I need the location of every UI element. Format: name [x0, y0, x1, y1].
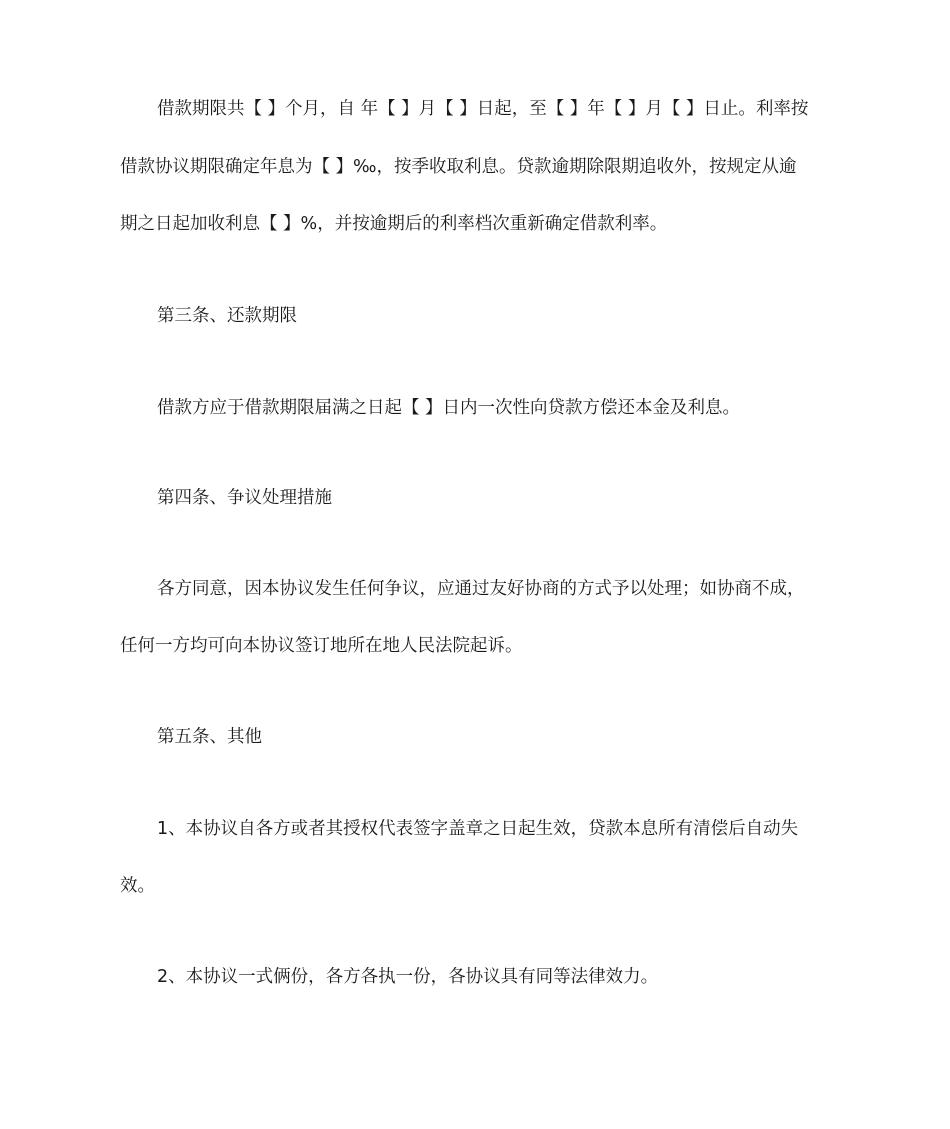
article-3-text: 借款方应于借款期限届满之日起【 】日内一次性向贷款方偿还本金及利息。	[157, 398, 741, 418]
loan-term-line-1: 借款期限共【 】个月，自 年【 】月【 】日起，至【 】年【 】月【 】日止。利率按	[157, 99, 809, 119]
loan-term-line-3: 期之日起加收利息【 】%，并按逾期后的利率档次重新确定借款利率。	[120, 214, 668, 234]
article-4-heading: 第四条、争议处理措施	[157, 488, 332, 508]
article-5-heading: 第五条、其他	[157, 727, 262, 747]
dispute-line-1: 各方同意，因本协议发生任何争议，应通过友好协商的方式予以处理；如协商不成，	[157, 579, 805, 599]
item-1-line-2: 效。	[120, 876, 155, 896]
article-3-heading: 第三条、还款期限	[157, 306, 297, 326]
loan-term-line-2: 借款协议期限确定年息为【 】‰，按季收取利息。贷款逾期除限期追收外，按规定从逾	[120, 157, 797, 177]
dispute-line-2: 任何一方均可向本协议签订地所在地人民法院起诉。	[120, 636, 523, 656]
item-1-line-1: 1、本协议自各方或者其授权代表签字盖章之日起生效，贷款本息所有清偿后自动失	[157, 819, 799, 839]
item-2-text: 2、本协议一式俩份，各方各执一份，各协议具有同等法律效力。	[157, 967, 659, 987]
